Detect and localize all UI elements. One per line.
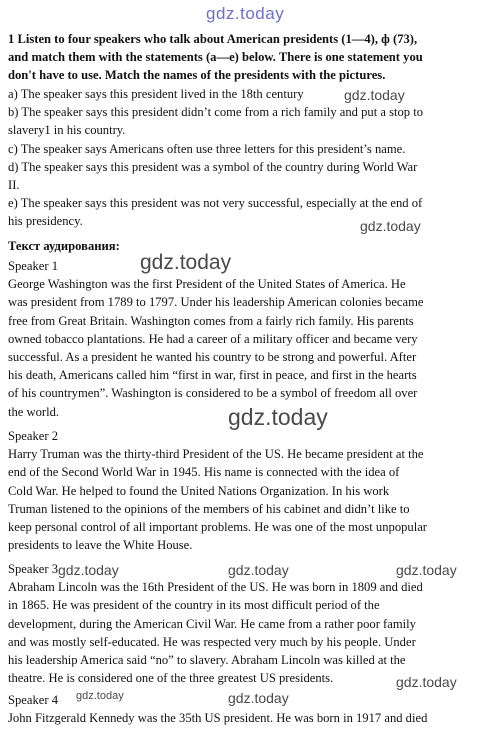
transcript-line: theatre. He is considered one of the three greatest US presidents. bbox=[8, 671, 334, 686]
transcript-line: owned tobacco plantations. He had a career of a military officer and became very bbox=[8, 331, 418, 346]
site-watermark: gdz.today bbox=[360, 218, 421, 234]
transcript-line: and was mostly self-educated. He was respected very much by his people. Under bbox=[8, 634, 416, 649]
statement-line: b) The speaker says this president didn’t come from a rich family and put a stop to bbox=[8, 105, 424, 120]
speaker-label: Speaker 2 bbox=[8, 429, 59, 443]
transcript-line: keep personal control of all important problems. He was one of the most unpopular bbox=[8, 520, 427, 535]
task-heading-line: and match them with the statements (a—e) below. There is one statement you bbox=[8, 50, 423, 65]
transcript-line: his leadership America said “no” to slavery. Abraham Lincoln was killed at the bbox=[8, 653, 406, 668]
statement-line: c) The speaker says Americans often use three letters for this president’s name. bbox=[8, 141, 406, 156]
statement-line: his presidency. bbox=[8, 214, 83, 229]
speaker-label: Speaker 3 bbox=[8, 562, 59, 576]
transcript-line: John Fitzgerald Kennedy was the 35th US president. He was born in 1917 and died bbox=[8, 711, 428, 726]
speaker-1-section bbox=[8, 257, 488, 421]
site-watermark: gdz.today bbox=[58, 562, 119, 578]
transcript-title: Текст аудирования: bbox=[8, 239, 120, 253]
speaker-label: Speaker 4 bbox=[8, 693, 59, 707]
site-watermark: gdz.today bbox=[228, 690, 289, 706]
transcript-line: of his countrymen”. Washington is considered to be a symbol of freedom all over bbox=[8, 386, 418, 401]
site-watermark: gdz.today bbox=[140, 251, 232, 274]
site-watermark: gdz.today bbox=[344, 87, 405, 103]
transcript-line: end of the Second World War in 1945. His name is connected with the idea of bbox=[8, 465, 400, 480]
site-watermark: gdz.today bbox=[228, 562, 289, 578]
transcript-line: in 1865. He was president of the country in its most difficult period of the bbox=[8, 598, 380, 613]
transcript-line: Harry Truman was the thirty-third President of the US. He became president at the bbox=[8, 447, 424, 462]
statement-line: II. bbox=[8, 178, 20, 193]
site-watermark: gdz.today bbox=[396, 562, 457, 578]
statement-line: slavery1 in his country. bbox=[8, 123, 126, 138]
site-watermark: gdz.today bbox=[228, 404, 328, 430]
transcript-line: the world. bbox=[8, 404, 60, 419]
transcript-line: Cold War. He helped to found the United Nations Organization. In his work bbox=[8, 483, 390, 498]
transcript-line: George Washington was the first President of the United States of America. He bbox=[8, 277, 406, 292]
transcript-line: his death, Americans called him “first in war, first in peace, and first in the hearts bbox=[8, 368, 417, 383]
transcript-line: Truman listened to the opinions of the members of his cabinet and didn’t like to bbox=[8, 501, 410, 516]
transcript-line: development, during the American Civil War. He came from a rather poor family bbox=[8, 616, 416, 631]
site-watermark: gdz.today bbox=[76, 690, 124, 702]
task-heading bbox=[8, 30, 488, 85]
transcript-line: Abraham Lincoln was the 16th President of the US. He was born in 1809 and died bbox=[8, 580, 423, 595]
statement-line: d) The speaker says this president was a symbol of the country during World War bbox=[8, 159, 418, 174]
task-heading-line: don't have to use. Match the names of the presidents with the pictures. bbox=[8, 68, 386, 83]
statements-list bbox=[8, 85, 488, 231]
site-watermark-top: gdz.today bbox=[206, 4, 285, 23]
transcript-line: was president from 1789 to 1797. Under his leadership American colonies became bbox=[8, 295, 424, 310]
transcript-line: presidents to leave the White House. bbox=[8, 538, 193, 553]
speaker-label: Speaker 1 bbox=[8, 259, 59, 273]
statement-line: e) The speaker says this president was not very successful, especially at the end of bbox=[8, 196, 423, 211]
transcript-line: free from Great Britain. Washington comes from a fairly rich family. His parents bbox=[8, 313, 414, 328]
speaker-3-section bbox=[8, 560, 488, 687]
transcript-line: successful. As a president he wanted his country to be strong and powerful. After bbox=[8, 350, 417, 365]
statement-line: a) The speaker says this president lived in the 18th century bbox=[8, 87, 304, 101]
task-heading-line: 1 Listen to four speakers who talk about American presidents (1—4), ф (73), bbox=[8, 32, 418, 46]
speaker-2-section bbox=[8, 427, 488, 554]
site-watermark: gdz.today bbox=[396, 674, 457, 690]
